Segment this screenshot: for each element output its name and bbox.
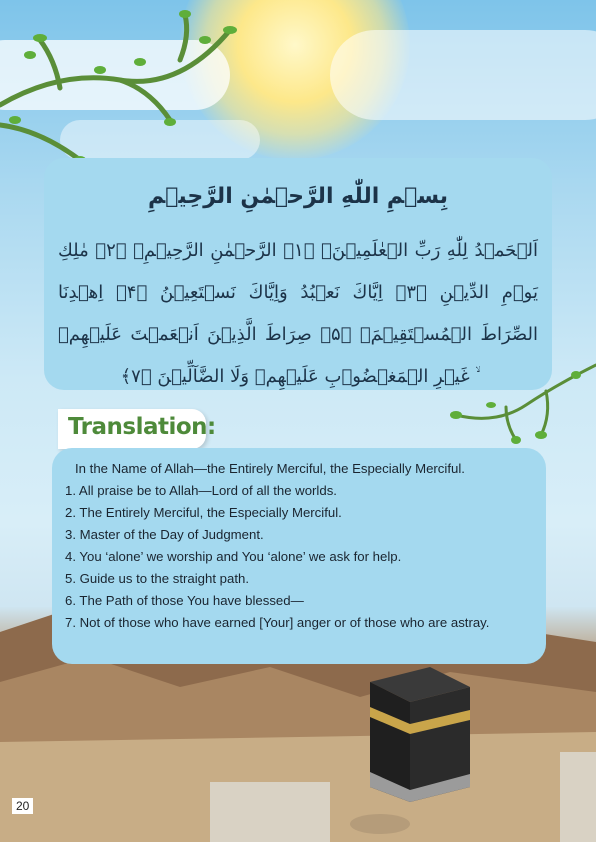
translation-line: 4. You ‘alone’ we worship and You ‘alone’ we ask for help. — [65, 549, 402, 564]
translation-heading-tag — [58, 409, 216, 449]
translation-text — [65, 458, 534, 634]
page-number: 20 — [12, 798, 33, 814]
translation-title: Translation: — [68, 414, 216, 440]
basmala: بِسۡمِ اللّٰهِ الرَّحۡمٰنِ الرَّحِيۡمِ — [147, 184, 449, 209]
tree-branch-illustration — [0, 0, 260, 180]
translation-line: 3. Master of the Day of Judgment. — [65, 527, 264, 542]
translation-intro: In the Name of Allah—the Entirely Merciful, the Especially Merciful. — [75, 461, 465, 476]
translation-line: 6. The Path of those You have blessed— — [65, 593, 304, 608]
translation-line: 1. All praise be to Allah—Lord of all the worlds. — [65, 483, 337, 498]
surah-verses: اَلۡحَمۡدُ لِلّٰهِ رَبِّ الۡعٰلَمِيۡنَۙ ﴿۱﴾ الرَّحۡمٰنِ الرَّحِيۡمِۙ ﴿۲﴾ مٰلِكِ يَوۡمِ الدِّيۡنِ ﴿۳﴾ اِيَّاكَ نَعۡبُدُ وَاِيَّاكَ نَسۡتَعِيۡنُ ﴿۴﴾ اِهۡدِنَا الصِّرَاطَ الۡمُسۡتَقِيۡمَۙ ﴿۵﴾ صِرَاطَ الَّذِيۡنَ اَنۡعَمۡتَ عَلَيۡهِمۡ ۙ غَيۡرِ الۡمَغۡضُوۡبِ عَلَيۡهِمۡ وَلَا الضَّآلِّيۡنَ ﴿۷﴾ — [58, 240, 539, 387]
translation-line: 5. Guide us to the straight path. — [65, 571, 250, 586]
cloud — [330, 30, 596, 120]
translation-line: 2. The Entirely Merciful, the Especially Merciful. — [65, 505, 342, 520]
kaaba-illustration — [370, 667, 470, 802]
arabic-text-panel — [44, 158, 552, 390]
translation-panel — [52, 448, 546, 664]
translation-line: 7. Not of those who have earned [Your] anger or of those who are astray. — [65, 615, 490, 630]
